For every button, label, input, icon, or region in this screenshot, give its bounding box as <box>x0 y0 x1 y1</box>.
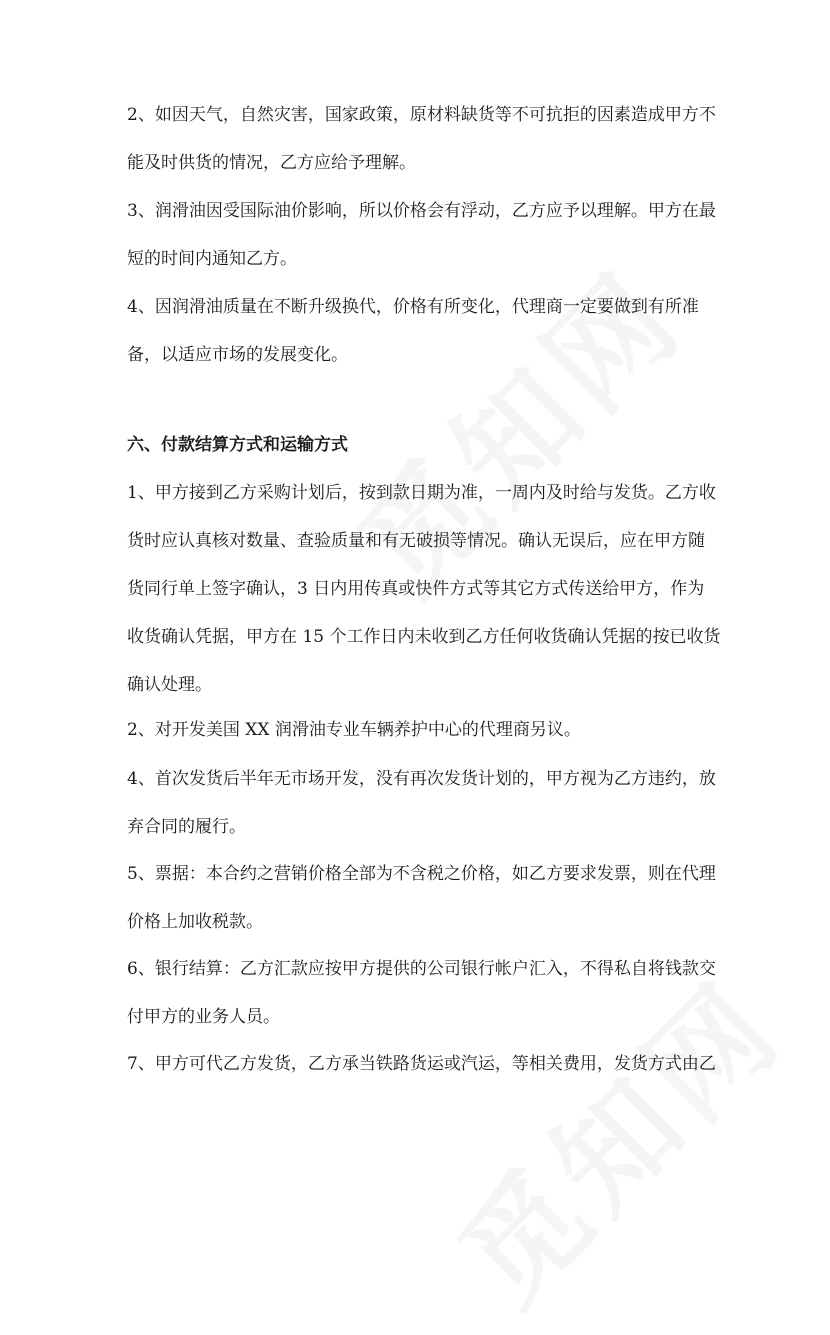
section-heading: 六、付款结算方式和运输方式 <box>127 435 348 455</box>
clause-paragraph <box>127 469 721 709</box>
clause-paragraph <box>127 755 716 851</box>
paragraph-line: 备，以适应市场的发展变化。 <box>127 345 348 365</box>
paragraph-line: 弃合同的履行。 <box>127 817 246 837</box>
clause-paragraph <box>127 706 712 754</box>
paragraph-line: 收货确认凭据，甲方在 15 个工作日内未收到乙方任何收货确认凭据的按已收货 <box>127 627 721 647</box>
paragraph-line: 货时应认真核对数量、查验质量和有无破损等情况。确认无误后，应在甲方随 <box>127 531 705 551</box>
clause-paragraph <box>127 945 716 1041</box>
paragraph-line: 3、润滑油因受国际油价影响，所以价格会有浮动，乙方应予以理解。甲方在最 <box>127 201 716 221</box>
clause-paragraph <box>127 283 712 379</box>
paragraph-line: 4、因润滑油质量在不断升级换代，价格有所变化，代理商一定要做到有所准 <box>127 297 699 317</box>
paragraph-line: 5、票据：本合约之营销价格全部为不含税之价格，如乙方要求发票，则在代理 <box>127 864 716 884</box>
clause-paragraph <box>127 91 716 187</box>
paragraph-line: 2、如因天气，自然灾害，国家政策，原材料缺货等不可抗拒的因素造成甲方不 <box>127 105 716 125</box>
paragraph-line: 2、对开发美国 XX 润滑油专业车辆养护中心的代理商另议。 <box>127 720 581 740</box>
paragraph-line: 确认处理。 <box>127 675 212 695</box>
paragraph-line: 4、首次发货后半年无市场开发，没有再次发货计划的，甲方视为乙方违约，放 <box>127 769 716 789</box>
clause-paragraph <box>127 187 716 283</box>
paragraph-line: 1、甲方接到乙方采购计划后，按到款日期为准，一周内及时给与发货。乙方收 <box>127 483 716 503</box>
clause-paragraph <box>127 850 716 946</box>
paragraph-line: 短的时间内通知乙方。 <box>127 249 297 269</box>
paragraph-line: 6、银行结算：乙方汇款应按甲方提供的公司银行帐户汇入，不得私自将钱款交 <box>127 959 716 979</box>
paragraph-line: 能及时供货的情况，乙方应给予理解。 <box>127 153 416 173</box>
clause-paragraph <box>127 1040 716 1088</box>
paragraph-line: 7、甲方可代乙方发货，乙方承当铁路货运或汽运，等相关费用，发货方式由乙 <box>127 1054 716 1074</box>
paragraph-line: 货同行单上签字确认，3 日内用传真或快件方式等其它方式传送给甲方，作为 <box>127 579 705 599</box>
paragraph-line: 价格上加收税款。 <box>127 912 263 932</box>
paragraph-line: 付甲方的业务人员。 <box>127 1007 280 1027</box>
